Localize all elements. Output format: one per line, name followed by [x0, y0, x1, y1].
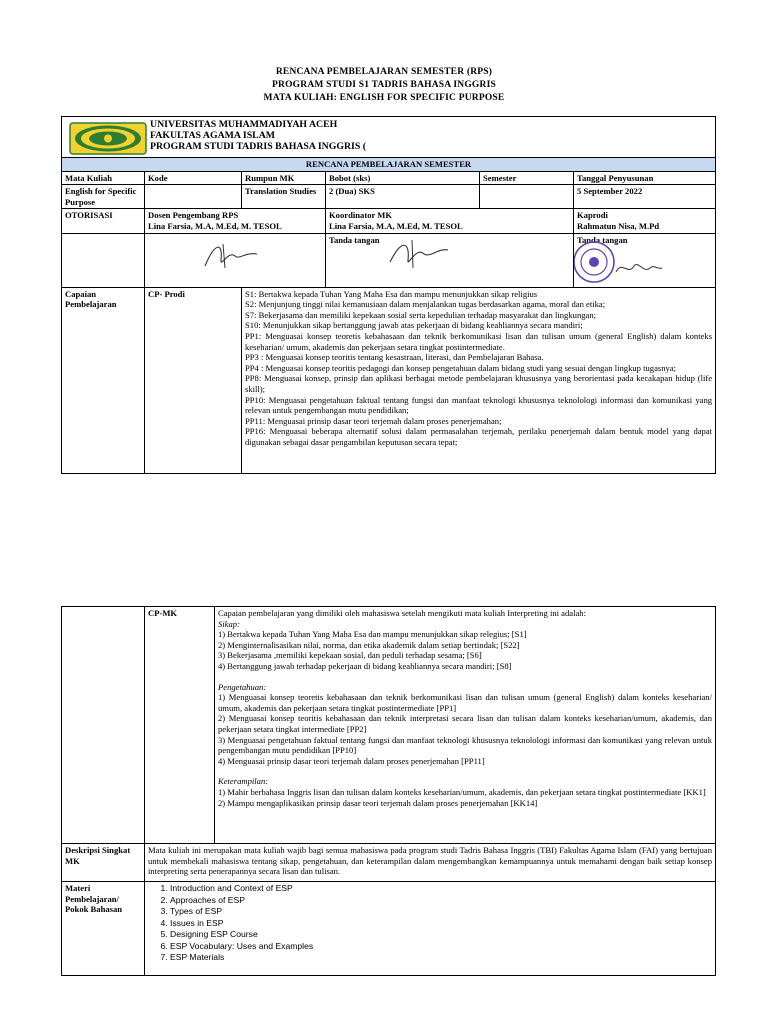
pengetahuan-heading: Pengetahuan: [218, 681, 267, 692]
col-semester: Semester [480, 171, 574, 185]
cpmk-empty [62, 607, 145, 844]
koordinator-signature-cell [326, 233, 574, 287]
value-rumpun: Translation Studies [242, 185, 326, 209]
materi-item: 4. Issues in ESP [170, 918, 712, 930]
cp-prodi-item: S1: Bertakwa kepada Tuhan Yang Maha Esa dan mampu menunjukkan sikap religius [245, 288, 538, 299]
kaprodi [574, 209, 716, 233]
koordinator-name: Lina Farsia, M.A, M.Ed, M. TESOL [329, 220, 463, 231]
materi-list [148, 883, 712, 964]
faculty-name: FAKULTAS AGAMA ISLAM [150, 130, 276, 141]
ttd-kaprodi: Tanda tangan [577, 234, 628, 245]
sikap-item: 1) Bertakwa kepada Tuhan Yang Maha Esa dan mampu menunjukkan sikap relegius; [S1] [218, 629, 527, 640]
cp-prodi-item: PP1: Menguasai konsep teoretis kebahasaan dan teknik berkomunikasi lisan dan tulisan umum (general English) dalam konteks keseharian/ umum, akademis dan pekerjaan setara tingkat postintermediate. [245, 330, 713, 352]
rps-table-bottom [61, 606, 716, 976]
cp-prodi-item: PP8: Menguasai konsep, prinsip dan aplikasi berbagai metode pembelajaran khususnya yang berorientasi pada kecakapan hidup (life skill); [245, 373, 713, 394]
section-title: RENCANA PEMBELAJARAN SEMESTER [62, 158, 716, 172]
pengetahuan-item: 4) Menguasai prinsip dasar teori terjemah dalam proses penerjemahan [PP11] [218, 755, 485, 766]
cp-prodi-list [242, 287, 716, 473]
signature-kaprodi-icon [614, 256, 664, 280]
sikap-item: 2) Menginternalisasikan nilai, norma, dan etika akademik dalam setiap bertindak; [S22] [218, 639, 520, 650]
cpmk-content [215, 607, 716, 844]
cp-prodi-item: PP16: Menguasai beberapa alternatif solusi dalam permasalahan terjemah, perilaku penerjemah dalam bentuk model yang dapat digunakan sebagai dasar pengambilan keputusan secara tepat; [245, 426, 713, 447]
col-tanggal: Tanggal Penyusunan [574, 171, 716, 185]
value-kode [145, 185, 242, 209]
otorisasi-empty [62, 233, 145, 287]
materi-item: 1. Introduction and Context of ESP [170, 883, 712, 895]
materi-item: 7. ESP Materials [170, 952, 712, 964]
cp-prodi-item: PP10: Menguasai pengetahuan faktual tentang fungsi dan manfaat teknologi khususnya teknolologi informasi dan komunikasi yang relevan untuk pengembangan mutu pendidikan; [245, 394, 713, 416]
doc-title-line1: RENCANA PEMBELAJARAN SEMESTER (RPS) [275, 67, 493, 77]
col-kode: Kode [145, 171, 242, 185]
pengetahuan-item: 2) Menguasai konsep teoritis kebahasaan dan teknik interpretasi secara lisan dan tulisan dalam konteks keseharian/umum, akademis, dan pekerjaan setara tingkat intermediate [PP2] [218, 713, 712, 734]
sikap-heading: Sikap: [218, 618, 240, 629]
keterampilan-item: 1) Mahir berbahasa Inggris lisan dan tulisan dalam konteks keseharian/umum, akademis, dan pekerjaan setara tingkat postintermediate [KK1] [218, 786, 706, 797]
institution-header [62, 117, 716, 158]
value-mata-kuliah: English for Specific Purpose [62, 185, 145, 209]
materi-item: 2. Approaches of ESP [170, 895, 712, 907]
kaprodi-title: Kaprodi [577, 210, 608, 221]
deskripsi-text: Mata kuliah ini merupakan mata kuliah wajib bagi semua mahasiswa pada program studi Tadris Bahasa Inggris (TBI) Fakultas Agama Islam (FAI) yang bertujuan untuk membekali mahasiswa tentang sikap, pengetahuan, dan keterampilan dalam mengembangkan kemampuannya untuk memahami dengan baik setiap konsep interpreting serta penerapannya secara lisan dan tulisan. [145, 844, 716, 882]
col-bobot: Bobot (sks) [326, 171, 480, 185]
cp-prodi-item: S2: Menjunjung tinggi nilai kemanusiaan dalam menjalankan tugas berdasarkan agama, moral dan etika; [245, 299, 606, 310]
dosen-signature-cell [145, 233, 326, 287]
cpmk-intro: Capaian pembelajaran yang dimiliki oleh mahasiswa setelah mengikuti mata kuliah Interpreting ini adalah: [218, 608, 586, 618]
cp-prodi-label: CP- Prodi [145, 287, 242, 473]
koordinator-title: Koordinator MK [329, 210, 393, 221]
value-tanggal: 5 September 2022 [574, 185, 716, 209]
cp-prodi-item: PP4 : Menguasai konsep teoritis pedagogi dan konsep pengetahuan dalam bidang studi yang sesuai dengan lingkup tugasnya; [245, 362, 677, 373]
materi-item: 5. Designing ESP Course [170, 929, 712, 941]
keterampilan-heading: Keterampilan: [218, 776, 269, 787]
deskripsi-label: Deskripsi Singkat MK [62, 844, 145, 882]
signature-dosen-icon [201, 238, 261, 272]
cp-prodi-item: PP3 : Menguasai konsep teoritis tentang kesastraan, literasi, dan Pembelajaran Bahasa. [245, 352, 544, 363]
sikap-item: 3) Bekerjasama ,memiliki kepekaan sosial, dan peduli terhadap sesama; [S6] [218, 650, 482, 661]
cp-prodi-item: PP11: Menguasai prinsip dasar teori terjemah dalam proses penerjemahan; [245, 415, 502, 426]
kaprodi-name: Rahmatun Nisa, M.Pd [577, 220, 660, 231]
kaprodi-signature-cell [574, 233, 716, 287]
value-semester [480, 185, 574, 209]
koordinator-mk [326, 209, 574, 233]
col-rumpun: Rumpun MK [242, 171, 326, 185]
dosen-title: Dosen Pengembang RPS [148, 210, 239, 221]
doc-title-line3: MATA KULIAH: ENGLISH FOR SPECIFIC PURPOSE [263, 93, 505, 103]
materi-label: Materi Pembelajaran/ Pokok Bahasan [62, 882, 145, 976]
cp-prodi-item: S7: Bekerjasama dan memiliki kepekaan sosial serta kepedulian terhadap masyarakat dan lingkungan; [245, 309, 597, 320]
sikap-item: 4) Bertanggung jawab terhadap pekerjaan di bidang keahliannya secara mandiri; [S8] [218, 660, 512, 671]
pengetahuan-item: 1) Menguasai konsep teoretis kebahasaan dan teknik berkomunikasi lisan dan tulisan umum (general English) dalam konteks keseharian/ umum, akademis dan pekerjaan setara tingkat postintermediate [PP1] [218, 692, 712, 713]
dosen-name: Lina Farsia, M.A, M.Ed, M. TESOL [148, 220, 282, 231]
institution-lines [150, 119, 366, 152]
rps-table-top [61, 116, 716, 474]
pengetahuan-item: 3) Menguasai pengetahuan faktual tentang fungsi dan manfaat teknologi khususnya teknolologi informasi dan komunikasi yang relevan untuk pengembangan mutu pendidikan [PP10] [218, 734, 712, 756]
cpmk-label: CP-MK [145, 607, 215, 844]
university-logo-icon [69, 122, 147, 155]
materi-list-cell [145, 882, 716, 976]
dosen-pengembang [145, 209, 326, 233]
cp-prodi-item: S10: Menunjukkan sikap bertanggung jawab atas pekerjaan di bidang keahliannya secara mandiri; [245, 320, 583, 331]
value-bobot: 2 (Dua) SKS [326, 185, 480, 209]
program-name: PROGRAM STUDI TADRIS BAHASA INGGRIS ( [150, 141, 367, 152]
capaian-label: Capaian Pembelajaran [62, 287, 145, 473]
keterampilan-item: 2) Mampu mengaplikasikan prinsip dasar teori terjemah dalam proses penerjemahan [KK14] [218, 797, 538, 808]
signature-koordinator-icon [386, 236, 452, 270]
doc-title-line2: PROGRAM STUDI S1 TADRIS BAHASA INGGRIS [272, 80, 496, 90]
col-mata-kuliah: Mata Kuliah [62, 171, 145, 185]
materi-item: 3. Types of ESP [170, 906, 712, 918]
university-name: UNIVERSITAS MUHAMMADIYAH ACEH [150, 119, 338, 130]
ttd-koordinator: Tanda tangan [329, 234, 380, 245]
otorisasi-label: OTORISASI [62, 209, 145, 233]
materi-item: 6. ESP Vocabulary: Uses and Examples [170, 941, 712, 953]
